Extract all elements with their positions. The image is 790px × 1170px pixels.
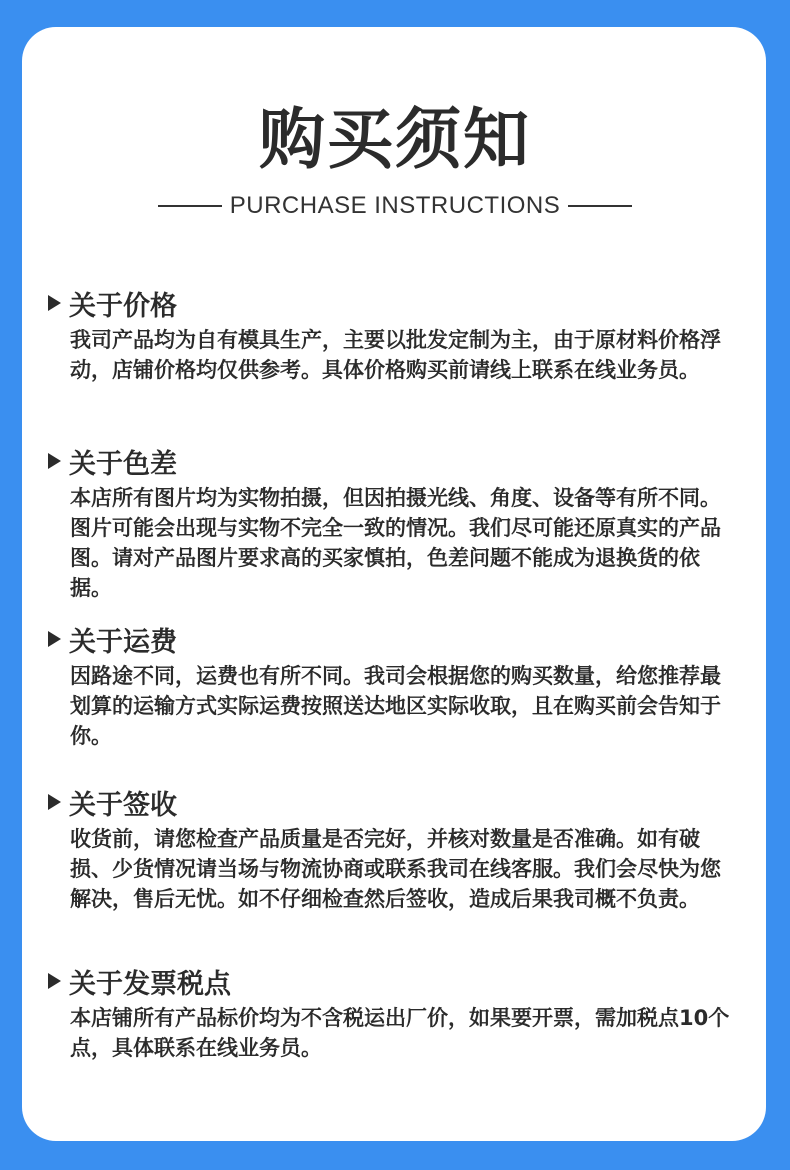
section-color-difference: [48, 441, 738, 603]
triangle-bullet-icon: [48, 794, 61, 810]
section-title: 关于色差: [69, 448, 177, 480]
section-title: 关于价格: [69, 290, 177, 322]
section-shipping: [48, 619, 738, 751]
section-body: 本店铺所有产品标价均为不含税运出厂价，如果要开票，需加税点10个点，具体联系在线业务员。: [70, 1006, 730, 1060]
section-heading: [48, 782, 738, 822]
triangle-bullet-icon: [48, 973, 61, 989]
section-title: 关于发票税点: [69, 968, 231, 1000]
triangle-bullet-icon: [48, 295, 61, 311]
section-heading: [48, 619, 738, 659]
page-subtitle: PURCHASE INSTRUCTIONS: [229, 192, 561, 219]
subtitle-right-rule: [568, 205, 632, 207]
page-title: 购买须知: [259, 101, 531, 178]
section-title: 关于签收: [69, 789, 177, 821]
section-invoice-tax: [48, 961, 738, 1063]
subtitle-left-rule: [158, 205, 222, 207]
section-heading: [48, 961, 738, 1001]
section-body: 收货前，请您检查产品质量是否完好，并核对数量是否准确。如有破损、少货情况请当场与物流协商或联系我司在线客服。我们会尽快为您解决，售后无忧。如不仔细检查然后签收，造成后果我司概不负责。: [70, 827, 721, 911]
section-body: 本店所有图片均为实物拍摄，但因拍摄光线、角度、设备等有所不同。图片可能会出现与实物不完全一致的情况。我们尽可能还原真实的产品图。请对产品图片要求高的买家慎拍，色差问题不能成为退换货的依据。: [70, 486, 721, 600]
section-body: 因路途不同，运费也有所不同。我司会根据您的购买数量，给您推荐最划算的运输方式实际运费按照送达地区实际收取，且在购买前会告知于你。: [70, 664, 721, 748]
section-heading: [48, 283, 738, 323]
triangle-bullet-icon: [48, 453, 61, 469]
section-receipt: [48, 782, 738, 914]
section-title: 关于运费: [69, 626, 177, 658]
section-body: 我司产品均为自有模具生产，主要以批发定制为主，由于原材料价格浮动，店铺价格均仅供参考。具体价格购买前请线上联系在线业务员。: [70, 328, 721, 382]
section-heading: [48, 441, 738, 481]
subtitle-row: [0, 190, 790, 222]
section-price: [48, 283, 738, 385]
triangle-bullet-icon: [48, 631, 61, 647]
